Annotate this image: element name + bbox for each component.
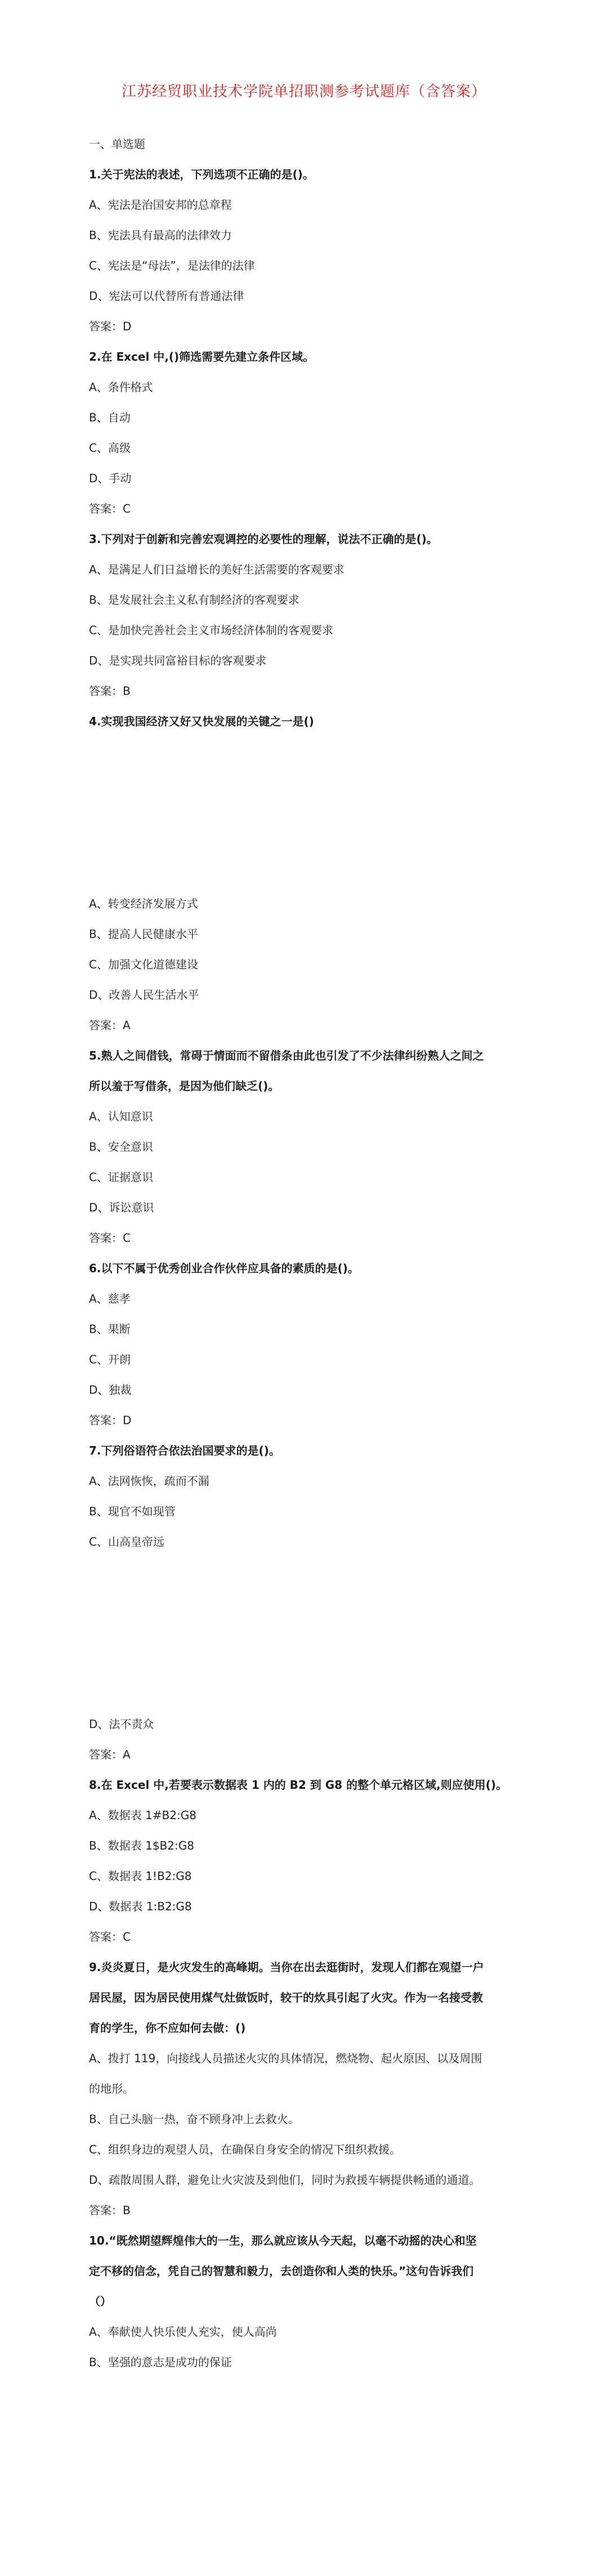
question-2: 2.在 Excel 中,()筛选需要先建立条件区域。 [89, 350, 315, 363]
question-3: 3.下列对于创新和完善宏观调控的必要性的理解，说法不正确的是()。 [89, 532, 438, 546]
option-4c: C、加强文化道德建设 [89, 958, 198, 971]
question-5-line-1: 5.熟人之间借钱，常碍于情面而不留借条由此也引发了不少法律纠纷熟人之间之 [89, 1049, 484, 1062]
question-9-line-1: 9.炎炎夏日，是火灾发生的高峰期。当你在出去逛街时，发现人们都在观望一户 [89, 1960, 484, 1974]
option-5a: A、认知意识 [89, 1110, 153, 1123]
question-7: 7.下列俗语符合依法治国要求的是()。 [89, 1444, 280, 1457]
option-7a: A、法网恢恢，疏而不漏 [89, 1474, 209, 1488]
option-9a-line-1: A、拨打 119，向接线人员描述火灾的具体情况，燃烧物、起火原因、以及周围 [89, 2052, 482, 2065]
option-8c: C、数据表 1!B2:G8 [89, 1869, 192, 1883]
option-2d: D、手动 [89, 472, 132, 485]
option-1d: D、宪法可以代替所有普通法律 [89, 289, 244, 303]
option-3d: D、是实现共同富裕目标的客观要求 [89, 654, 267, 667]
option-2b: B、自动 [89, 411, 131, 424]
answer-6: 答案：D [89, 1413, 132, 1427]
option-9c: C、组织身边的观望人员，在确保自身安全的情况下组织救援。 [89, 2143, 401, 2156]
option-9d: D、疏散周围人群，避免让火灾波及到他们，同时为救援车辆提供畅通的通道。 [89, 2173, 481, 2187]
answer-3: 答案：B [89, 684, 131, 698]
option-2a: A、条件格式 [89, 380, 153, 394]
option-9a-line-2: 的地形。 [89, 2082, 134, 2095]
option-10a: A、奉献使人快乐使人充实，使人高尚 [89, 2325, 277, 2339]
option-4a: A、转变经济发展方式 [89, 897, 198, 910]
option-3c: C、是加快完善社会主义市场经济体制的客观要求 [89, 623, 333, 637]
question-1: 1.关于宪法的表述，下列选项不正确的是()。 [89, 168, 314, 181]
option-7d: D、法不责众 [89, 1717, 154, 1731]
answer-2: 答案：C [89, 502, 131, 515]
question-10-line-1: 10.“既然期望辉煌伟大的一生，那么就应该从今天起，以毫不动摇的决心和坚 [89, 2234, 477, 2247]
option-6a: A、慈孝 [89, 1292, 131, 1305]
question-10-line-2: 定不移的信念，凭自己的智慧和毅力，去创造你和人类的快乐。”这句告诉我们 [89, 2264, 474, 2278]
answer-9: 答案：B [89, 2203, 131, 2217]
option-8d: D、数据表 1:B2:G8 [89, 1900, 192, 1913]
option-3a: A、是满足人们日益增长的美好生活需要的客观要求 [89, 563, 345, 576]
option-8b: B、数据表 1$B2:G8 [89, 1839, 194, 1852]
option-5c: C、证据意识 [89, 1170, 153, 1184]
question-6: 6.以下不属于优秀创业合作伙伴应具备的素质的是()。 [89, 1262, 359, 1275]
option-1a: A、宪法是治国安邦的总章程 [89, 198, 232, 212]
answer-1: 答案：D [89, 320, 132, 333]
option-2c: C、高级 [89, 441, 131, 455]
question-10-line-3: （） [89, 2295, 111, 2308]
option-6b: B、果断 [89, 1322, 131, 1336]
question-4: 4.实现我国经济又好又快发展的关键之一是() [89, 715, 314, 728]
option-1c: C、宪法是“母法”，是法律的法律 [89, 259, 255, 272]
question-5-line-2: 所以羞于写借条，是因为他们缺乏()。 [89, 1079, 280, 1093]
option-4d: D、改善人民生活水平 [89, 988, 199, 1002]
answer-5: 答案：C [89, 1231, 131, 1245]
option-6d: D、独裁 [89, 1383, 132, 1397]
question-8: 8.在 Excel 中,若要表示数据表 1 内的 B2 到 G8 的整个单元格区域,则应使用()。 [89, 1778, 507, 1792]
option-6c: C、开朗 [89, 1353, 131, 1366]
option-5b: B、安全意识 [89, 1140, 153, 1154]
answer-7: 答案：A [89, 1748, 131, 1761]
option-3b: B、是发展社会主义私有制经济的客观要求 [89, 593, 299, 607]
question-9-line-2: 居民屋，因为居民使用煤气灶做饭时，较干的炊具引起了火灾。作为一名接受教 [89, 1991, 483, 2004]
option-1b: B、宪法具有最高的法律效力 [89, 228, 232, 242]
option-10b: B、坚强的意志是成功的保证 [89, 2355, 232, 2369]
answer-4: 答案：A [89, 1018, 131, 1032]
option-7b: B、现官不如现管 [89, 1505, 176, 1518]
option-4b: B、提高人民健康水平 [89, 927, 198, 941]
section-heading: 一、单选题 [89, 137, 145, 151]
option-9b: B、自己头脑一热，奋不顾身冲上去救火。 [89, 2112, 299, 2126]
question-9-line-3: 育的学生，你不应如何去做：() [89, 2021, 246, 2035]
document-title: 江苏经贸职业技术学院单招职测参考试题库（含答案） [121, 83, 486, 100]
option-5d: D、诉讼意识 [89, 1201, 154, 1214]
option-7c: C、山高皇帝远 [89, 1535, 164, 1549]
option-8a: A、数据表 1#B2:G8 [89, 1808, 196, 1822]
answer-8: 答案：C [89, 1930, 131, 1944]
